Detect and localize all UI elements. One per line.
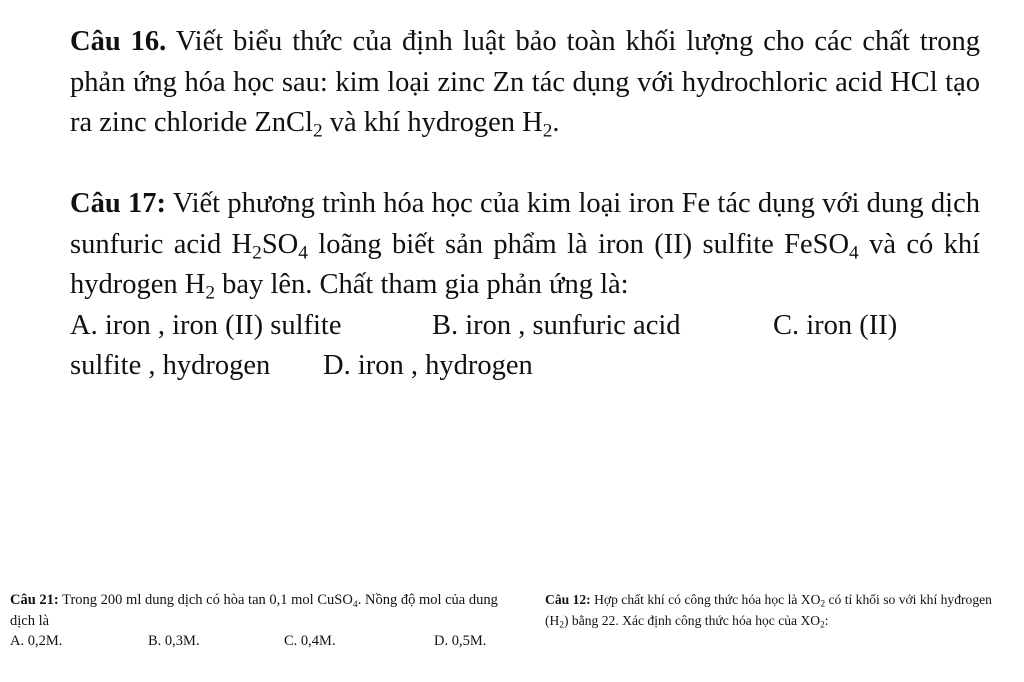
option-b: B. 0,3M.: [148, 633, 200, 649]
question-17: [70, 184, 980, 387]
question-17-options-row-1: [70, 306, 980, 347]
question-21-text: Câu 21: Trong 200 ml dung dịch có hòa tan 0,1 mol CuSO$_4$. Nồng độ mol của dung dịch là: [10, 592, 498, 629]
option-c: C. 0,4M.: [284, 633, 336, 649]
question-12-text: Câu 12: Hợp chất khí có công thức hóa học là $XO_2$ có tỉ khối so với khí hyđrogen $(H_2)$ bằng 22. Xác định công thức hóa học của $XO_2$:: [545, 592, 992, 630]
question-16: [70, 22, 980, 144]
question-21-number: Câu 21:: [10, 592, 59, 608]
question-21: [10, 590, 525, 652]
question-16-number: Câu 16.: [70, 26, 167, 57]
option-b: B. iron , sunfuric acid: [432, 309, 681, 341]
option-c-continued: sulfite , hydrogen: [70, 350, 271, 382]
option-c: C. iron (II): [773, 309, 898, 341]
question-21-options: [10, 631, 525, 652]
option-d: D. 0,5M.: [434, 633, 487, 649]
option-a: A. iron , iron (II) sulfite: [70, 309, 342, 341]
option-a: A. 0,2M.: [10, 633, 63, 649]
question-12-number: Câu 12:: [545, 592, 591, 607]
question-17-options-row-2: [70, 346, 980, 387]
question-17-text: Câu 17: Viết phương trình hóa học của kim loại iron Fe tác dụng với dung dịch sunfuric acid $H_2SO_4$ loãng biết sản phẩm là iron (II) sulfite FeSO$_4$ và có khí hydrogen $H_2$ bay lên. Chất tham gia phản ứng là:: [70, 188, 980, 304]
option-d: D. iron , hydrogen: [323, 350, 533, 382]
question-17-number: Câu 17:: [70, 188, 166, 219]
question-16-text: Câu 16. Viết biểu thức của định luật bảo toàn khối lượng cho các chất trong phản ứng hóa học sau: kim loại zinc Zn tác dụng với hydrochloric acid HCl tạo ra zinc chloride ZnCl$_2$ và khí hydrogen $H_2$.: [70, 26, 980, 142]
question-12: [545, 590, 1015, 631]
